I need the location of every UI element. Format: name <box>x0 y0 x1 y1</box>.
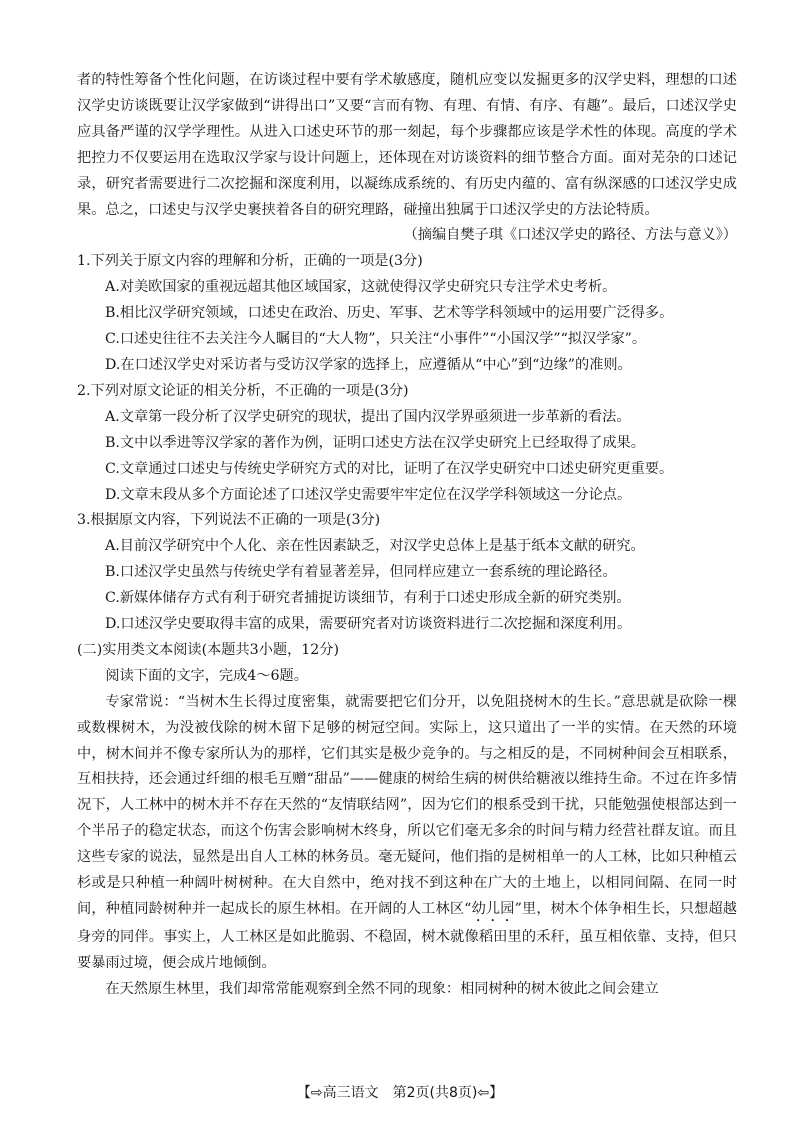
question-stem: 3.根据原文内容，下列说法不正确的一项是(3分) <box>77 512 381 529</box>
option-a: A.对美欧国家的重视远超其他区域国家，这就使得汉学史研究只专注学术史考析。 <box>105 279 617 296</box>
option-b: B.口述汉学史虽然与传统史学有着显著差异，但同样应建立一套系统的理论路径。 <box>105 564 617 581</box>
option-c: C.口述史往往不去关注今人瞩目的“大人物”，只关注“小事件”“小国汉学”“拟汉学家”。 <box>105 331 647 348</box>
section-instruction: 阅读下面的文字，完成4～6题。 <box>105 667 308 684</box>
option-c: C.文章通过口述史与传统史学研究方式的对比，证明了在汉学史研究中口述史研究更重要。 <box>105 460 674 477</box>
passage2-paragraph-1 <box>77 690 737 977</box>
passage1-source: （摘编自樊子琪《口述汉学史的路径、方法与意义》） <box>403 227 737 244</box>
option-d: D.在口述汉学史对采访者与受访汉学家的选择上，应遵循从“中心”到“边缘”的准则。 <box>105 356 632 373</box>
passage1-paragraph: 者的特性筹备个性化问题，在访谈过程中要有学术敏感度，随机应变以发掘更多的汉学史料，理想的口述汉学史访谈既要让汉学家做到“讲得出口”又要“言而有物、有理、有情、有序、有趣”。最后，口述汉学史应具备严谨的汉学学理性。从进入口述史环节的那一刻起，每个步骤都应该是学术性的体现。高度的学术把控力不仅要运用在选取汉学家与设计问题上，还体现在对访谈资料的细节整合方面。面对芜杂的口述记录，研究者需要进行二次挖掘和深度利用，以凝练成系统的、有历史内蕴的、富有纵深感的口述汉学史成果。总之，口述史与汉学史裹挟着各自的研究理路，碰撞出独属于口述汉学史的方法论特质。 <box>77 72 737 218</box>
page-footer: 【⇨高三语文 第2页(共8页)⇦】 <box>296 1085 504 1101</box>
passage2-text-b: ”里，树木个体争相生长，只想超越身旁的同伴。事实上，人工林区是如此脆弱、不稳固，树木就像稻田里的禾秆，虽互相依靠、支持，但只要暴雨过境，便会成片地倾倒。 <box>77 901 737 971</box>
option-d: D.口述汉学史要取得丰富的成果，需要研究者对访谈资料进行二次挖掘和深度利用。 <box>105 616 632 633</box>
passage2-text-a: 专家常说：“当树木生长得过度密集，就需要把它们分开，以免阻挠树木的生长。”意思就是砍除一棵或数棵树木，为没被伐除的树木留下足够的树冠空间。实际上，这只道出了一半的实情。在天然的环境中，树木间并不像专家所认为的那样，它们其实是极少竞争的。与之相反的是，不同树种间会互相联系，互相扶持，还会通过纤细的根毛互赠“甜品”——健康的树给生病的树供给糖液以维持生命。不过在许多情况下，人工林中的树木并不存在天然的“友情联结网”，因为它们的根系受到干扰，只能勉强使根部达到一个半吊子的稳定状态，而这个伤害会影响树木终身，所以它们毫无多余的时间与精力经营社群友谊。而且这些专家的说法，显然是出自人工林的林务员。毫无疑问，他们指的是树相单一的人工林，比如只种植云杉或是只种植一种阔叶树树种。在大自然中，绝对找不到这种在广大的土地上，以相同间隔、在同一时间，种植同龄树种并一起成长的原生林相。在开阔的人工林区“ <box>77 693 737 917</box>
option-a: A.目前汉学研究中个人化、亲在性因素缺乏，对汉学史总体上是基于纸本文献的研究。 <box>105 538 645 555</box>
section-heading: (二)实用类文本阅读(本题共3小题，12分) <box>77 641 340 658</box>
question-3 <box>77 508 737 638</box>
passage2-paragraph-2: 在天然原生林里，我们却常常能观察到全然不同的现象：相同树种的树木彼此之间会建立 <box>105 980 659 997</box>
question-stem: 2.下列对原文论证的相关分析，不正确的一项是(3分) <box>77 382 409 399</box>
option-c: C.新媒体储存方式有利于研究者捕捉访谈细节，有利于口述史形成全新的研究类别。 <box>105 590 631 607</box>
question-stem: 1.下列关于原文内容的理解和分析，正确的一项是(3分) <box>77 253 423 270</box>
question-1 <box>77 249 737 379</box>
option-d: D.文章末段从多个方面论述了口述汉学史需要牢牢定位在汉学学科领域这一分论点。 <box>105 486 632 503</box>
option-b: B.相比汉学研究领域，口述史在政治、历史、军事、艺术等学科领域中的运用要广泛得多。 <box>105 305 674 322</box>
page-body <box>77 68 737 1003</box>
option-a: A.文章第一段分析了汉学史研究的现状，提出了国内汉学界亟须进一步革新的看法。 <box>105 408 631 425</box>
option-b: B.文中以季进等汉学家的著作为例，证明口述史方法在汉学史研究上已经取得了成果。 <box>105 434 645 451</box>
emphasized-term: 幼儿园 <box>471 901 515 917</box>
question-2 <box>77 379 737 509</box>
